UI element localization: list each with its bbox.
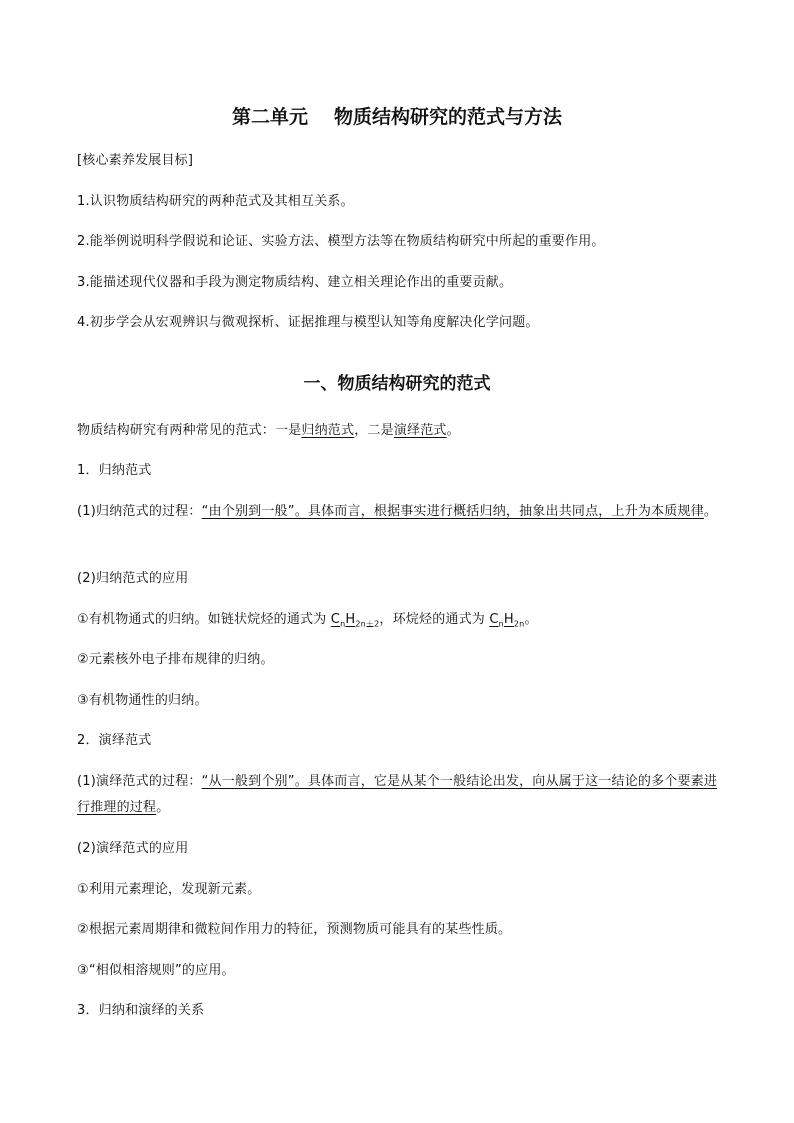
inductive-process-label: (1)归纳范式的过程： (77, 504, 202, 519)
subheading-inductive: 1．归纳范式 (77, 463, 152, 478)
formula-hydrogen: H (345, 612, 356, 627)
application-1-text-a: ①有机物通式的归纳。如链状烷烃的通式为 (77, 612, 331, 627)
unit-title (0, 102, 794, 129)
inductive-application-1 (77, 607, 725, 633)
formula-carbon-sub: n (340, 619, 346, 629)
subheading-relationship: 3．归纳和演绎的关系 (77, 1003, 205, 1018)
formula-hydrogen-sub: 2n＋2 (355, 619, 380, 629)
inductive-process-end: 。 (703, 504, 718, 519)
deductive-application-1: ①利用元素理论，发现新元素。 (77, 882, 261, 897)
application-1-text-b: ，环烷烃的通式为 (379, 612, 490, 627)
deductive-application-3: ③“相似相溶规则”的应用。 (77, 963, 235, 978)
inductive-application-2: ②元素核外电子排布规律的归纳。 (77, 652, 274, 667)
deductive-application-heading: (2)演绎范式的应用 (77, 841, 189, 856)
section-heading: 一、物质结构研究的范式 (303, 374, 491, 394)
deductive-process (77, 769, 725, 821)
deductive-process-label: (1)演绎范式的过程： (77, 774, 202, 789)
goals-heading: [核心素养发展目标] (77, 153, 194, 168)
term-inductive: 归纳范式 (301, 423, 355, 438)
intro-text-b: ，二是 (354, 423, 394, 438)
unit-name: 物质结构研究的范式与方法 (334, 106, 563, 128)
inductive-process-answer: “由个别到一般”。具体而言，根据事实进行概括归纳，抽象出共同点，上升为本质规律 (201, 504, 704, 519)
inductive-application-heading: (2)归纳范式的应用 (77, 571, 189, 586)
goal-item-4: 4.初步学会从宏观辨识与微观探析、证据推理与模型认知等角度解决化学问题。 (77, 315, 539, 330)
inductive-process (77, 499, 725, 525)
formula-carbon: C (330, 612, 341, 627)
deductive-application-2: ②根据元素周期律和微粒间作用力的特征，预测物质可能具有的某些性质。 (77, 922, 512, 937)
formula-hydrogen: H (503, 612, 514, 627)
application-1-text-c: 。 (524, 612, 538, 627)
formula-hydrogen-sub: 2n (513, 619, 525, 629)
cycloalkane-formula (489, 612, 524, 627)
formula-carbon: C (489, 612, 499, 627)
intro-paragraph (77, 418, 725, 444)
subheading-deductive: 2．演绎范式 (77, 733, 152, 748)
goal-item-3: 3.能描述现代仪器和手段为测定物质结构、建立相关理论作出的重要贡献。 (77, 275, 513, 290)
goal-item-1: 1.认识物质结构研究的两种范式及其相互关系。 (77, 194, 354, 209)
inductive-application-3: ③有机物通性的归纳。 (77, 693, 208, 708)
alkane-formula (331, 612, 380, 627)
deductive-process-answer: “从一般到个别”。具体而言，它是从某个一般结论出发，向从属于这一结论的多个要素进行推理的过程 (77, 774, 718, 815)
formula-carbon-sub: n (498, 619, 504, 629)
deductive-process-end: 。 (156, 800, 170, 815)
intro-text-a: 物质结构研究有两种常见的范式：一是 (77, 423, 302, 438)
term-deductive: 演绎范式 (393, 423, 447, 438)
intro-text-c: 。 (446, 423, 460, 438)
unit-number: 第二单元 (231, 106, 308, 128)
goal-item-2: 2.能举例说明科学假说和论证、实验方法、模型方法等在物质结构研究中所起的重要作用。 (77, 234, 605, 249)
